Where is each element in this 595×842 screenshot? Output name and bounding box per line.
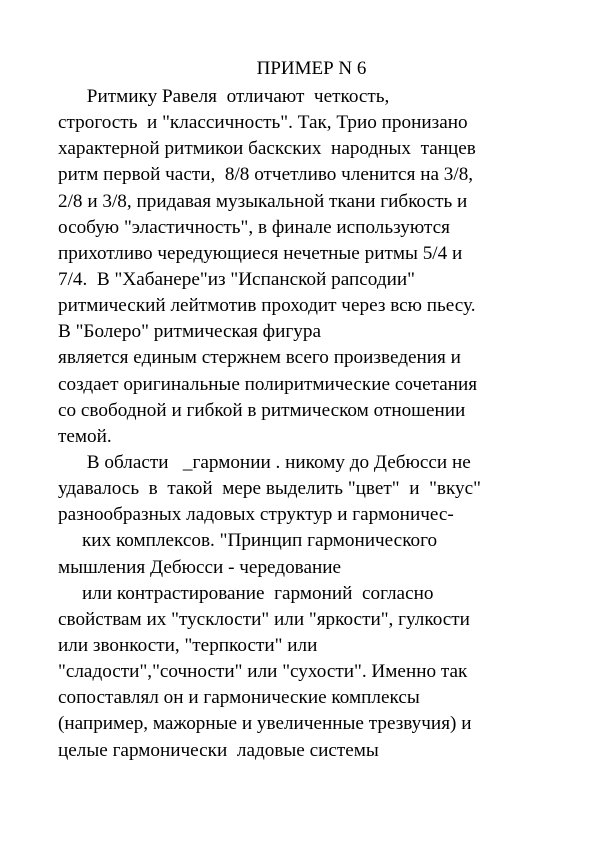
text-line: разнообразных ладовых структур и гармоничес-	[58, 504, 454, 526]
text-line: 7/4. В "Хабанере"из "Испанской рапсодии"	[58, 268, 415, 290]
text-line: удавалось в такой мере выделить "цвет" и "вкус"	[58, 478, 481, 500]
text-line: целые гармонически ладовые системы	[58, 739, 379, 761]
text-line: свойствам их "тусклости" или "яркости", гулкости	[58, 608, 470, 630]
text-line: Ритмику Равеля отличают четкость,	[58, 86, 390, 107]
text-line: (например, мажорные и увеличенные трезвучия) и	[58, 713, 472, 735]
text-line: темой.	[58, 425, 112, 447]
text-line: прихотливо чередующиеся нечетные ритмы 5/4 и	[58, 242, 463, 264]
text-line: создает оригинальные полиритмические сочетания	[58, 373, 478, 395]
page-title: ПРИМЕР N 6	[256, 58, 367, 79]
text-line: сопоставлял он и гармонические комплексы	[58, 687, 420, 709]
text-line: или звонкости, "терпкости" или	[58, 634, 318, 656]
text-line: 2/8 и 3/8, придавая музыкальной ткани гибкость и	[58, 190, 468, 212]
text-line: является единым стержнем всего произведения и	[58, 347, 461, 369]
text-line: ритмический лейтмотив проходит через всю пьесу.	[58, 295, 476, 317]
text-line: строгость и "классичность". Так, Трио пронизано	[58, 112, 468, 134]
text-line: "сладости","сочности" или "сухости". Именно так	[58, 661, 468, 683]
text-line: ритм первой части, 8/8 отчетливо членится на 3/8,	[58, 164, 474, 186]
body-text	[58, 84, 578, 764]
text-line: мышления Дебюсси - чередование	[58, 556, 342, 578]
text-line: характерной ритмикои баскских народных танцев	[58, 138, 476, 160]
text-line: или контрастирование гармоний согласно	[58, 582, 434, 604]
text-line: В "Болеро" ритмическая фигура	[58, 321, 321, 343]
text-line: ких комплексов. "Принцип гармонического	[58, 530, 438, 552]
text-line: В области _гармонии . никому до Дебюсси не	[58, 451, 471, 473]
text-line: особую "эластичность", в финале используются	[58, 216, 450, 238]
text-line: со свободной и гибкой в ритмическом отношении	[58, 399, 466, 421]
